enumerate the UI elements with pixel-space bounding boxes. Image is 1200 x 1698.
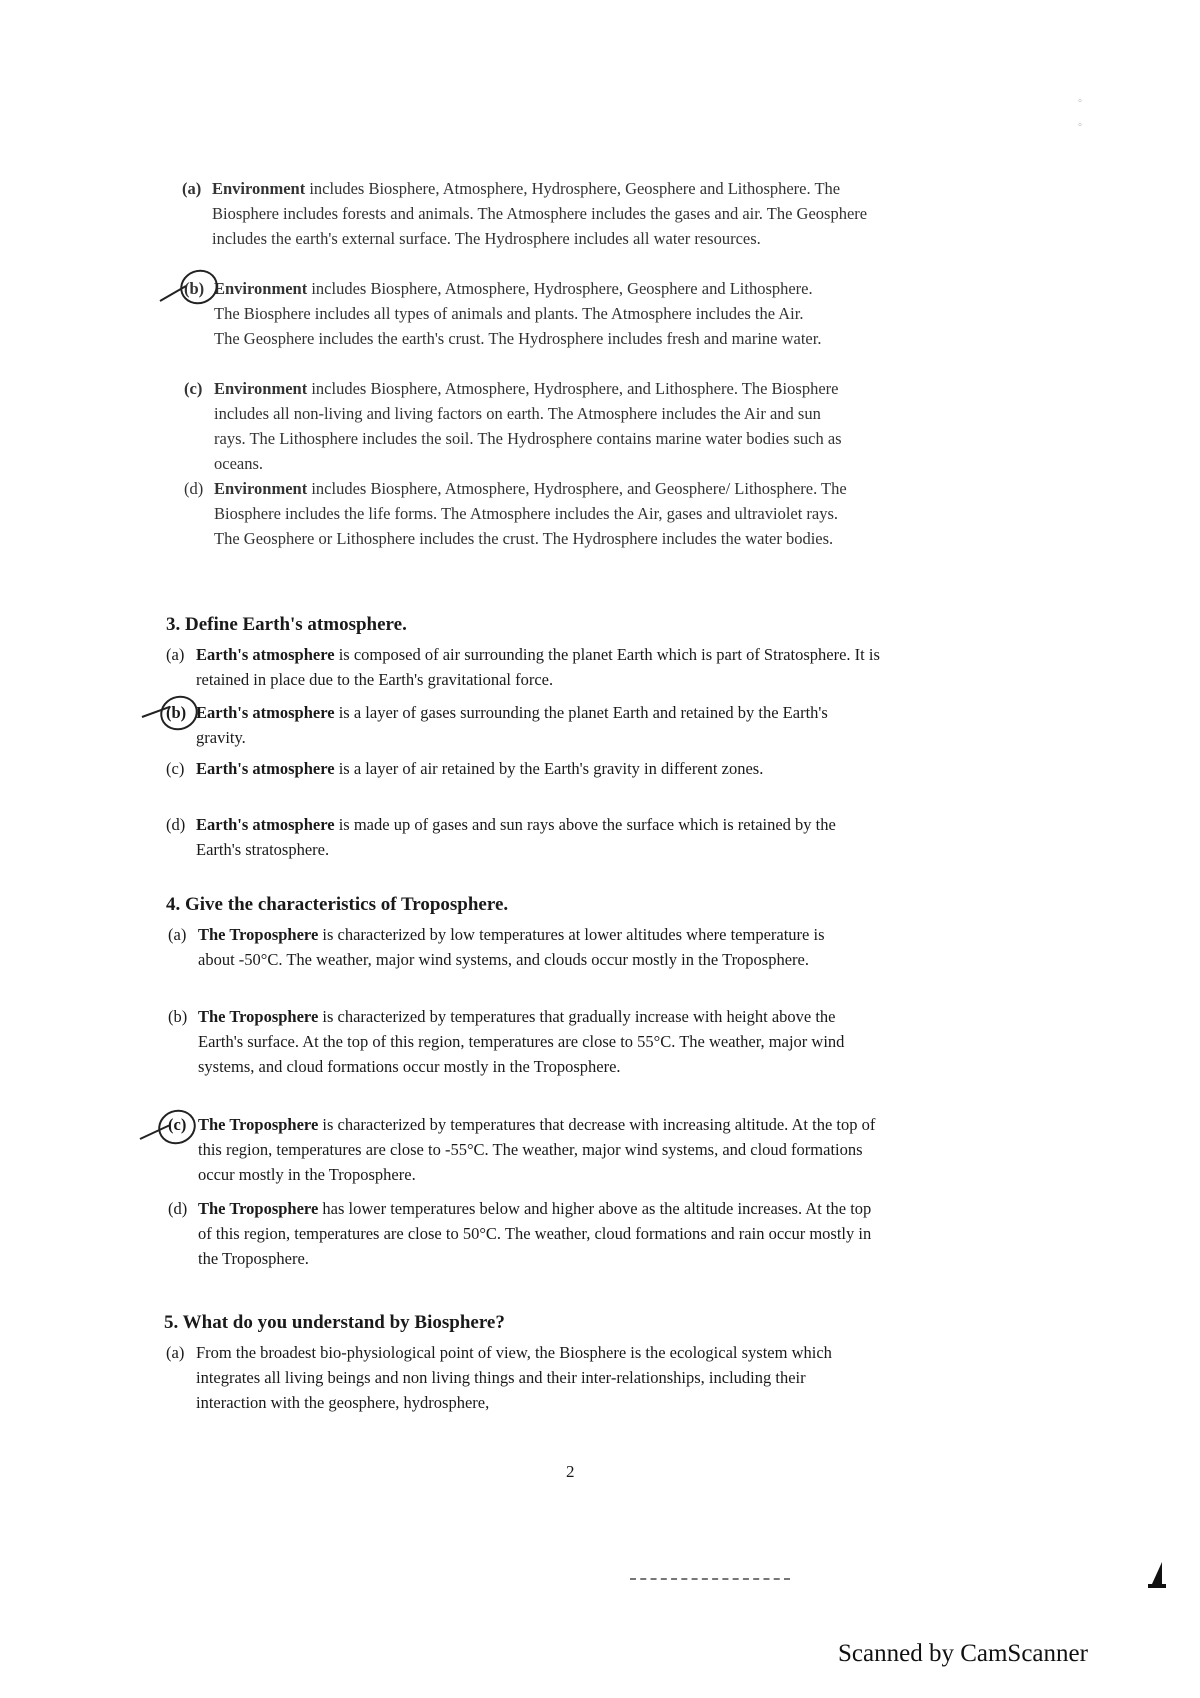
option-lead: The Troposphere [198,925,319,944]
option-lead: The Troposphere [198,1115,319,1134]
option-text: includes Biosphere, Atmosphere, Hydrosphere, and Geosphere/ Lithosphere. The Biosphere includes the life forms. The Atmosphere includes the Air, gases and ultraviolet rays. The Geosphere or Lithosphere includes the crust. The Hydrosphere includes the water bodies. [214,479,847,548]
option-label: (b) [168,1007,188,1026]
option-lead: Earth's atmosphere [196,815,335,834]
option-label: (a) [166,645,185,664]
option-text: is characterized by temperatures that decrease with increasing altitude. At the top of this region, temperatures are close to -55°C. The weather, major wind systems, and cloud formations occur mostly in the Troposphere. [198,1115,876,1184]
q4-option-a [168,922,848,972]
option-lead: Earth's atmosphere [196,645,335,664]
option-text: includes Biosphere, Atmosphere, Hydrosphere, and Lithosphere. The Biosphere includes all non-living and living factors on earth. The Atmosphere includes the Air and sun rays. The Lithosphere includes the soil. The Hydrosphere contains marine water bodies such as oceans. [214,379,842,473]
option-label: (c) [168,1115,187,1134]
option-lead: Environment [214,279,308,298]
option-label: (d) [168,1199,188,1218]
question-4-title: 4. Give the characteristics of Troposphere. [166,894,509,915]
option-text: is made up of gases and sun rays above the surface which is retained by the Earth's stratosphere. [196,815,836,859]
option-text: is characterized by low temperatures at lower altitudes where temperature is about -50°C. The weather, major wind systems, and clouds occur mostly in the Troposphere. [198,925,825,969]
option-lead: The Troposphere [198,1007,319,1026]
q4-option-b [168,1004,868,1079]
scan-smudge: ° ° [1078,98,1082,133]
option-text: has lower temperatures below and higher above as the altitude increases. At the top of this region, temperatures are close to 50°C. The weather, cloud formations and rain occur mostly in the Troposphere. [198,1199,872,1268]
option-label: (c) [166,759,185,778]
option-lead: Environment [212,179,306,198]
scan-corner-mark [1152,1562,1162,1584]
option-label: (d) [166,815,186,834]
option-lead: Environment [214,379,308,398]
option-text: is a layer of air retained by the Earth's gravity in different zones. [334,759,764,778]
q2-option-b [184,276,824,351]
option-label: (c) [184,379,203,398]
q3-option-a [166,642,896,692]
option-label: (a) [166,1343,185,1362]
option-lead: The Troposphere [198,1199,319,1218]
q2-option-c [184,376,854,476]
q4-option-d [168,1196,878,1271]
option-label: (b) [166,703,187,722]
scan-corner-mark-base [1148,1584,1166,1588]
option-label: (a) [168,925,187,944]
q4-option-c [168,1112,888,1187]
option-text: includes Biosphere, Atmosphere, Hydrosphere, Geosphere and Lithosphere. The Biosphere includes forests and animals. The Atmosphere includes the gases and air. The Geosphere includes the earth's external surface. The Hydrosphere includes all water resources. [212,179,868,248]
q2-option-d [184,476,864,551]
footer-dash-line [630,1578,790,1580]
page-number: 2 [566,1462,575,1481]
option-text: is composed of air surrounding the planet Earth which is part of Stratosphere. It is retained in place due to the Earth's gravitational force. [196,645,880,689]
option-text: is a layer of gases surrounding the planet Earth and retained by the Earth's gravity. [196,703,828,747]
q3-option-b [166,700,876,750]
question-3-title: 3. Define Earth's atmosphere. [166,614,407,635]
option-text: is characterized by temperatures that gradually increase with height above the Earth's surface. At the top of this region, temperatures are close to 55°C. The weather, major wind systems, and cloud formations occur mostly in the Troposphere. [198,1007,845,1076]
option-label: (d) [184,479,204,498]
q3-option-d [166,812,856,862]
option-lead: Earth's atmosphere [196,759,335,778]
option-text: includes Biosphere, Atmosphere, Hydrosphere, Geosphere and Lithosphere. The Biosphere includes all types of animals and plants. The Atmosphere includes the Air. The Geosphere includes the earth's crust. The Hydrosphere includes fresh and marine water. [214,279,822,348]
q3-option-c [166,756,856,781]
option-label: (a) [182,179,202,198]
camscanner-watermark: Scanned by CamScanner [838,1640,1088,1667]
option-label: (b) [184,279,205,298]
q5-option-a [166,1340,876,1415]
q2-option-a [182,176,872,251]
option-text: From the broadest bio-physiological point of view, the Biosphere is the ecological system which integrates all living beings and non living things and their inter-relationships, including their interaction with the geosphere, hydrosphere, [196,1343,832,1412]
option-lead: Environment [214,479,308,498]
option-lead: Earth's atmosphere [196,703,335,722]
question-5-title: 5. What do you understand by Biosphere? [164,1312,505,1333]
